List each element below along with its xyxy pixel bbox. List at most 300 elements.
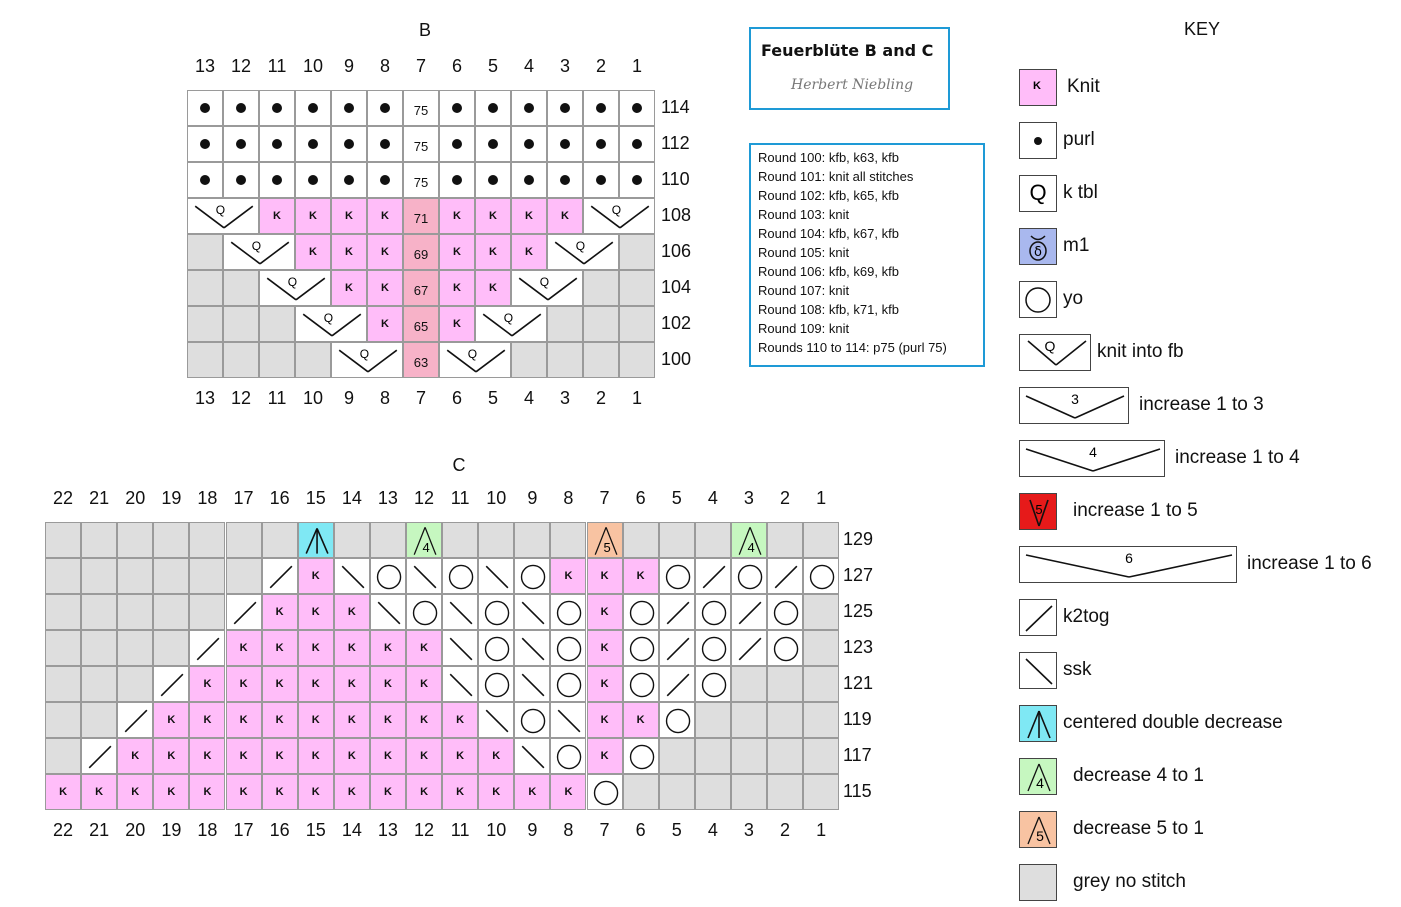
svg-text:3: 3 — [1071, 391, 1079, 407]
purl-dot — [236, 139, 246, 149]
stitch-cell — [442, 594, 478, 630]
stitch-cell — [334, 558, 370, 594]
stitch-cell — [695, 558, 731, 594]
column-label: 17 — [233, 488, 254, 508]
row-label: 104 — [661, 277, 692, 297]
purl-cell — [475, 90, 511, 126]
round-note: Round 106: kfb, k69, kfb — [758, 264, 899, 279]
stitch-cell — [550, 594, 586, 630]
knit-symbol: K — [311, 750, 320, 762]
yo-icon — [732, 559, 768, 595]
column-label: 15 — [305, 488, 326, 508]
row-label: 127 — [843, 565, 874, 585]
no-stitch-cell — [619, 270, 655, 306]
no-stitch-cell — [767, 666, 803, 702]
knit-into-fb-icon — [548, 235, 620, 271]
purl-cell — [619, 126, 655, 162]
key-label: increase 1 to 3 — [1139, 394, 1264, 415]
chart-c-grid — [45, 522, 839, 810]
stitch-cell — [695, 594, 731, 630]
column-label: 9 — [343, 388, 354, 408]
no-stitch-cell — [45, 522, 81, 558]
knit-cell — [478, 738, 514, 774]
column-label: 3 — [559, 56, 570, 76]
no-stitch-cell — [583, 270, 619, 306]
column-label: 9 — [343, 56, 354, 76]
knit-symbol: K — [239, 714, 248, 726]
stitch-cell — [226, 594, 262, 630]
column-label: 12 — [230, 56, 252, 76]
purl-dot — [380, 139, 390, 149]
row-label: 112 — [661, 133, 690, 153]
knit-cell — [367, 234, 403, 270]
key-label: knit into fb — [1097, 341, 1184, 362]
no-stitch-cell — [153, 558, 189, 594]
purl-key-icon — [1019, 122, 1057, 159]
purl-cell — [619, 90, 655, 126]
column-label: 3 — [743, 820, 754, 840]
column-label: 11 — [267, 56, 287, 76]
stitch-cell — [659, 702, 695, 738]
knit-cell — [153, 774, 189, 810]
knit-symbol: K — [420, 750, 429, 762]
knit-cell — [226, 702, 262, 738]
stitch-cell — [406, 594, 442, 630]
knit-cell — [587, 702, 623, 738]
ssk-key-icon — [1019, 652, 1057, 689]
purl-dot — [308, 175, 318, 185]
knit-symbol: K — [239, 750, 248, 762]
round-note: Round 108: kfb, k71, kfb — [758, 302, 899, 317]
k2tog-icon — [696, 559, 732, 595]
pattern-title: Feuerblüte B and C — [761, 41, 934, 60]
knit-symbol: K — [345, 246, 353, 258]
stitch-cell — [731, 522, 767, 558]
knit-symbol: K — [600, 678, 609, 690]
knit-symbol: K — [492, 750, 501, 762]
knit-cell — [331, 198, 367, 234]
k2tog-icon — [660, 595, 696, 631]
knit-symbol: K — [275, 750, 284, 762]
knit-cell — [475, 198, 511, 234]
knit-key-icon — [1019, 69, 1057, 106]
svg-text:Q: Q — [611, 203, 622, 218]
stitch-cell — [514, 558, 550, 594]
k2tog-icon — [118, 703, 154, 739]
stitch-cell — [478, 594, 514, 630]
knit-cell — [298, 558, 334, 594]
stitch-cell — [731, 558, 767, 594]
knit-symbol: K — [600, 642, 609, 654]
knit-symbol: K — [239, 678, 248, 690]
purl-cell — [295, 162, 331, 198]
knit-cell — [587, 738, 623, 774]
purl-dot — [380, 103, 390, 113]
stitch-count: 75 — [413, 174, 429, 190]
yo-icon — [624, 631, 660, 667]
purl-cell — [259, 90, 295, 126]
column-label: 4 — [707, 488, 718, 508]
no-stitch-cell — [45, 738, 81, 774]
svg-text:Q: Q — [1029, 180, 1047, 205]
column-label: 8 — [379, 388, 390, 408]
yo-icon — [407, 595, 443, 631]
column-label: 11 — [450, 820, 470, 840]
no-stitch-cell — [259, 306, 295, 342]
stitch-cell — [406, 558, 442, 594]
round-note: Round 101: knit all stitches — [758, 169, 914, 184]
round-note: Round 105: knit — [758, 245, 850, 260]
ssk-icon — [335, 559, 371, 595]
yo-icon — [768, 595, 804, 631]
yo-icon — [551, 739, 587, 775]
knit-symbol: K — [345, 210, 353, 222]
column-label: 10 — [302, 388, 324, 408]
row-label: 121 — [843, 673, 874, 693]
knit-cell — [370, 666, 406, 702]
column-label: 5 — [671, 488, 682, 508]
round-note: Round 102: kfb, k65, kfb — [758, 188, 899, 203]
inc5-key-icon — [1019, 493, 1057, 530]
knit-into-fb-icon — [512, 271, 584, 307]
purl-dot — [272, 175, 282, 185]
row-label: 106 — [661, 241, 692, 261]
no-stitch-cell — [803, 666, 839, 702]
key-label: k tbl — [1063, 182, 1098, 203]
k2tog-icon — [660, 667, 696, 703]
purl-dot — [524, 139, 534, 149]
k2tog-icon — [263, 559, 299, 595]
knit-cell — [81, 774, 117, 810]
knit-into-fb-icon — [332, 343, 404, 379]
knit-symbol: K — [275, 786, 284, 798]
svg-text:ẟ: ẟ — [1034, 244, 1042, 259]
knit-symbol: K — [273, 210, 281, 222]
ssk-icon — [407, 559, 443, 595]
no-stitch-cell — [623, 774, 659, 810]
purl-dot — [236, 175, 246, 185]
ssk-icon — [443, 667, 479, 703]
stitch-cell — [478, 630, 514, 666]
no-stitch-cell — [117, 522, 153, 558]
ssk-icon — [443, 595, 479, 631]
knit-symbol: K — [131, 750, 140, 762]
knit-cell — [189, 774, 225, 810]
stitch-cell — [442, 630, 478, 666]
purl-dot — [452, 175, 462, 185]
cdd-key-icon — [1019, 705, 1057, 742]
no-stitch-cell — [262, 522, 298, 558]
purl-dot — [308, 103, 318, 113]
purl-cell — [187, 126, 223, 162]
knit-into-fb-icon — [188, 199, 260, 235]
no-stitch-cell — [153, 630, 189, 666]
knit-cell — [370, 774, 406, 810]
knit-cell — [406, 630, 442, 666]
knit-symbol: K — [381, 318, 389, 330]
no-stitch-cell — [223, 270, 259, 306]
inc6-key-icon — [1019, 546, 1237, 583]
svg-text:Q: Q — [215, 203, 226, 218]
column-label: 21 — [89, 488, 110, 508]
k2tog-key-icon — [1019, 599, 1057, 636]
knit-cell — [511, 198, 547, 234]
knit-symbol: K — [167, 714, 176, 726]
purl-cell — [367, 126, 403, 162]
knit-cell — [298, 630, 334, 666]
knit-symbol: K — [275, 678, 284, 690]
knit-symbol: K — [203, 714, 212, 726]
knit-symbol: K — [489, 246, 497, 258]
knit-symbol: K — [383, 786, 392, 798]
column-label: 13 — [377, 488, 398, 508]
knit-symbol: K — [453, 318, 461, 330]
knit-into-fb-cell — [439, 342, 511, 378]
no-stitch-cell — [187, 270, 223, 306]
no-stitch-cell — [81, 630, 117, 666]
stitch-cell — [659, 666, 695, 702]
column-label: 12 — [414, 488, 435, 508]
knit-cell — [406, 774, 442, 810]
stitch-cell — [550, 702, 586, 738]
knit-symbol: K — [311, 678, 320, 690]
knit-symbol: K — [347, 606, 356, 618]
no-stitch-cell — [117, 630, 153, 666]
purl-dot — [200, 103, 210, 113]
knit-symbol: K — [275, 642, 284, 654]
k2tog-icon — [660, 631, 696, 667]
yo-icon — [551, 667, 587, 703]
yo-icon — [443, 559, 479, 595]
purl-dot — [272, 103, 282, 113]
k2tog-icon — [190, 631, 226, 667]
no-stitch-cell — [81, 666, 117, 702]
stitch-cell — [767, 558, 803, 594]
title-box — [749, 27, 950, 110]
no-stitch-cell — [189, 594, 225, 630]
knit-symbol: K — [203, 678, 212, 690]
k2tog-icon — [732, 631, 768, 667]
stitch-cell — [406, 522, 442, 558]
knit-cell — [550, 774, 586, 810]
stitch-cell — [81, 738, 117, 774]
ssk-icon — [515, 595, 551, 631]
k2tog-icon — [82, 739, 118, 775]
knit-into-fb-cell — [547, 234, 619, 270]
knit-symbol: K — [347, 642, 356, 654]
knit-into-fb-cell — [259, 270, 331, 306]
no-stitch-cell — [659, 522, 695, 558]
knit-symbol: K — [564, 570, 573, 582]
column-label: 14 — [341, 488, 362, 508]
purl-cell — [475, 162, 511, 198]
dec5-key-icon — [1019, 811, 1057, 848]
row-label: 102 — [661, 313, 692, 333]
stitch-cell — [189, 630, 225, 666]
knit-cell — [406, 738, 442, 774]
column-label: 19 — [161, 488, 182, 508]
no-stitch-cell — [619, 306, 655, 342]
knit-symbol: K — [420, 786, 429, 798]
no-stitch-cell — [695, 738, 731, 774]
ssk-icon — [515, 667, 551, 703]
knit-cell — [334, 630, 370, 666]
column-label: 5 — [671, 820, 682, 840]
row-label: 117 — [843, 745, 872, 765]
stitch-count: 63 — [413, 354, 429, 370]
knit-symbol: K — [561, 210, 569, 222]
no-stitch-cell — [117, 666, 153, 702]
knit-cell — [442, 774, 478, 810]
knit-symbol: K — [167, 750, 176, 762]
no-stitch-cell — [478, 522, 514, 558]
column-label: 1 — [816, 488, 827, 508]
knit-symbol: K — [453, 210, 461, 222]
yo-icon — [696, 667, 732, 703]
no-stitch-cell — [334, 522, 370, 558]
column-label: 8 — [379, 56, 390, 76]
no-stitch-cell — [117, 558, 153, 594]
purl-cell — [331, 126, 367, 162]
dec4-key-icon — [1019, 758, 1057, 795]
key-label: Knit — [1067, 76, 1100, 97]
column-label: 3 — [743, 488, 754, 508]
ssk-icon — [443, 631, 479, 667]
knit-symbol: K — [347, 678, 356, 690]
grey-key-icon — [1019, 864, 1057, 901]
column-label: 11 — [267, 388, 287, 408]
no-stitch-cell — [547, 342, 583, 378]
column-label: 1 — [631, 56, 642, 76]
k2tog-icon — [154, 667, 190, 703]
knit-symbol: K — [600, 606, 609, 618]
knit-cell — [298, 738, 334, 774]
column-label: 18 — [197, 488, 218, 508]
knit-cell — [587, 558, 623, 594]
round-notes-box — [749, 143, 985, 367]
column-label: 2 — [780, 488, 791, 508]
knit-symbol: K — [600, 750, 609, 762]
column-label: 13 — [194, 388, 216, 408]
knit-symbol: K — [600, 570, 609, 582]
no-stitch-cell — [803, 594, 839, 630]
ssk-icon — [479, 703, 515, 739]
purl-dot — [560, 175, 570, 185]
column-label: 8 — [563, 820, 574, 840]
knit-cell — [298, 666, 334, 702]
svg-text:5: 5 — [603, 539, 611, 555]
row-label: 108 — [661, 205, 692, 225]
knit-symbol: K — [456, 750, 465, 762]
stitch-count-cell — [403, 162, 439, 198]
knit-into-fb-icon — [440, 343, 512, 379]
knit-symbol: K — [420, 678, 429, 690]
yo-icon — [479, 631, 515, 667]
no-stitch-cell — [189, 522, 225, 558]
purl-cell — [331, 162, 367, 198]
purl-cell — [259, 162, 295, 198]
column-label: 16 — [269, 820, 290, 840]
stitch-count-cell — [403, 90, 439, 126]
column-label: 9 — [527, 820, 538, 840]
knit-symbol: K — [492, 786, 501, 798]
round-note: Round 100: kfb, k63, kfb — [758, 150, 899, 165]
purl-cell — [547, 126, 583, 162]
purl-cell — [223, 162, 259, 198]
stitch-cell — [803, 558, 839, 594]
row-label: 123 — [843, 637, 874, 657]
column-label: 7 — [599, 820, 610, 840]
no-stitch-cell — [659, 774, 695, 810]
knit-symbol: K — [420, 714, 429, 726]
stitch-cell — [659, 594, 695, 630]
stitch-cell — [550, 666, 586, 702]
purl-dot — [524, 103, 534, 113]
knit-cell — [295, 198, 331, 234]
no-stitch-cell — [695, 702, 731, 738]
purl-cell — [619, 162, 655, 198]
purl-cell — [223, 90, 259, 126]
key-label: purl — [1063, 129, 1095, 150]
key-label: ssk — [1063, 659, 1092, 680]
round-note: Round 107: knit — [758, 283, 850, 298]
knit-symbol: K — [420, 642, 429, 654]
knit-cell — [262, 594, 298, 630]
knit-into-fb-cell — [295, 306, 367, 342]
knit-cell — [439, 234, 475, 270]
purl-dot — [488, 139, 498, 149]
column-label: 4 — [523, 388, 534, 408]
knit-symbol: K — [525, 210, 533, 222]
knit-symbol: K — [453, 282, 461, 294]
knit-symbol: K — [453, 246, 461, 258]
yo-icon — [624, 667, 660, 703]
column-label: 10 — [302, 56, 324, 76]
svg-text:6: 6 — [1125, 550, 1133, 566]
row-label: 115 — [843, 781, 872, 801]
knit-symbol: K — [383, 714, 392, 726]
no-stitch-cell — [803, 630, 839, 666]
knit-symbol: K — [564, 786, 573, 798]
svg-text:4: 4 — [1089, 444, 1097, 460]
no-stitch-cell — [442, 522, 478, 558]
knit-into-fb-cell — [583, 198, 655, 234]
purl-dot — [632, 139, 642, 149]
column-label: 7 — [415, 388, 426, 408]
no-stitch-cell — [547, 306, 583, 342]
yo-icon — [479, 667, 515, 703]
stitch-cell — [117, 702, 153, 738]
yo-icon — [696, 631, 732, 667]
svg-text:Q: Q — [1044, 338, 1056, 354]
key-label: centered double decrease — [1063, 712, 1283, 733]
purl-dot — [452, 103, 462, 113]
column-label: 7 — [415, 56, 426, 76]
column-label: 20 — [125, 488, 146, 508]
purl-cell — [511, 126, 547, 162]
pattern-author: Herbert Niebling — [791, 77, 914, 93]
yo-icon — [768, 631, 804, 667]
column-label: 13 — [194, 56, 216, 76]
stitch-cell — [731, 594, 767, 630]
no-stitch-cell — [223, 342, 259, 378]
knit-cell — [334, 738, 370, 774]
column-label: 22 — [53, 488, 74, 508]
knit-symbol: K — [347, 750, 356, 762]
yo-icon — [515, 559, 551, 595]
knit-cell — [367, 306, 403, 342]
knit-symbol: K — [203, 786, 212, 798]
